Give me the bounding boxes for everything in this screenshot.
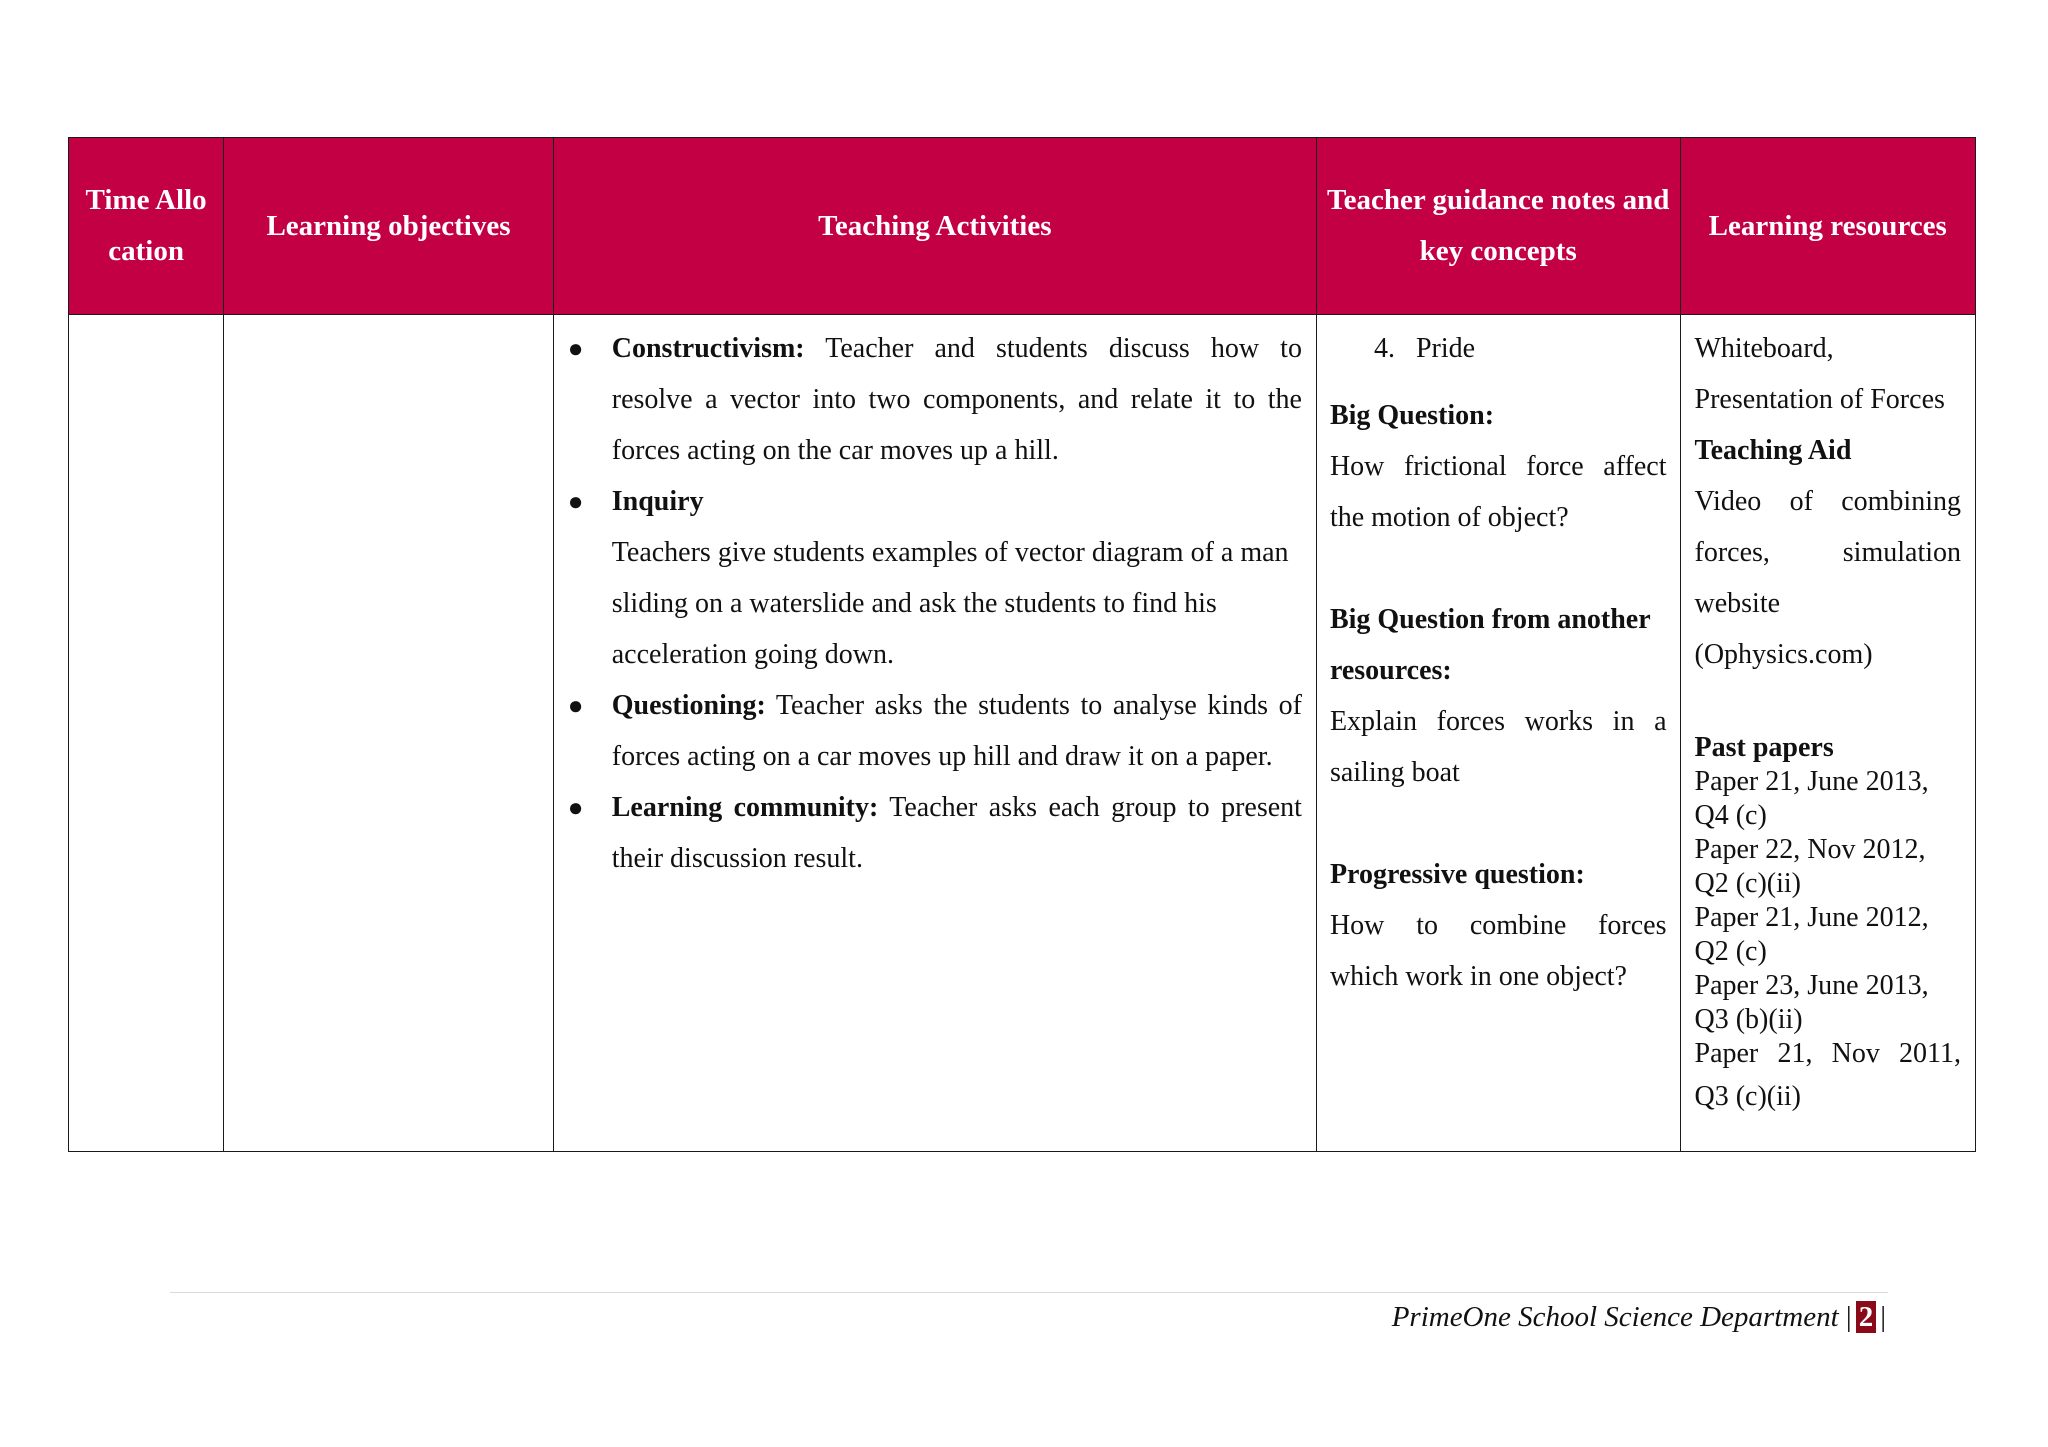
past-paper-line: Q2 (c)(ii): [1694, 868, 1802, 899]
page-footer: [1392, 1297, 1886, 1337]
footer-trailing-separator: |: [1880, 1301, 1886, 1333]
bullet-icon: ●: [567, 691, 584, 720]
list-item: [568, 323, 1302, 476]
header-teacher-guidance: Teacher guidance notes and key concepts: [1316, 138, 1680, 315]
past-paper-line: Paper 21, June 2012,: [1694, 902, 1929, 933]
footer-divider: [170, 1292, 1888, 1293]
teaching-activities-cell: [553, 315, 1316, 1152]
list-item: [568, 782, 1302, 884]
progressive-question-title: Progressive question:: [1329, 859, 1585, 890]
list-item: [568, 476, 1302, 680]
footer-separator: |: [1845, 1301, 1852, 1333]
header-time-allocation: Time Allocation: [69, 138, 224, 315]
activity-title: Constructivism:: [611, 333, 805, 364]
header-learning-objectives: Learning objectives: [224, 138, 554, 315]
teaching-aid-site: (Ophysics.com): [1694, 639, 1873, 670]
teaching-aid-title: Teaching Aid: [1694, 435, 1852, 466]
activity-text: Teacher asks each group to present their discussion result.: [611, 792, 1302, 874]
bullet-icon: ●: [567, 334, 584, 363]
past-paper-line: Q4 (c): [1694, 800, 1767, 831]
another-resources-text: Explain forces works in a sailing boat: [1329, 706, 1667, 788]
numbered-item: 4. Pride: [1373, 333, 1476, 364]
activity-title: Learning community:: [611, 792, 879, 823]
past-paper-line: Paper 21, Nov 2011,: [1694, 1038, 1961, 1069]
past-paper-line: Paper 22, Nov 2012,: [1694, 834, 1926, 865]
activities-list: [568, 323, 1302, 884]
big-question-text: How frictional force affect the motion of object?: [1329, 451, 1667, 533]
past-paper-line: Paper 23, June 2013,: [1694, 970, 1929, 1001]
past-papers-title: Past papers: [1694, 732, 1834, 763]
learning-resources-cell: [1680, 315, 1976, 1152]
content-row: [69, 315, 1976, 1152]
activity-title: Inquiry: [611, 486, 704, 517]
activity-text: Teacher asks the students to analyse kinds of forces acting on a car moves up hill and draw it on a paper.: [611, 690, 1302, 772]
page-number: 2: [1856, 1301, 1877, 1333]
past-paper-line: Q2 (c): [1694, 936, 1767, 967]
past-paper-line: Q3 (c)(ii): [1694, 1081, 1802, 1112]
past-paper-line: Paper 21, June 2013,: [1694, 766, 1929, 797]
header-row: [69, 138, 1976, 315]
teacher-guidance-cell: [1316, 315, 1680, 1152]
activity-title: Questioning:: [611, 690, 766, 721]
resource-presentation: Presentation of Forces: [1694, 384, 1945, 415]
another-resources-title: Big Question from another resources:: [1329, 604, 1651, 686]
header-teaching-activities: Teaching Activities: [553, 138, 1316, 315]
time-allocation-cell: [69, 315, 224, 1152]
footer-department: PrimeOne School Science Department: [1391, 1301, 1839, 1333]
progressive-question-text: How to combine forces which work in one object?: [1329, 910, 1667, 992]
bullet-icon: ●: [567, 793, 584, 822]
activity-text: Teacher and students discuss how to resolve a vector into two components, and relate it to the forces acting on the car moves up a hill.: [611, 333, 1302, 466]
activity-text: Teachers give students examples of vector diagram of a man sliding on a waterslide and ask the students to find his acceleration going down.: [611, 537, 1289, 670]
bullet-icon: ●: [567, 487, 584, 516]
header-learning-resources: Learning resources: [1680, 138, 1976, 315]
resource-whiteboard: Whiteboard,: [1694, 333, 1834, 364]
lesson-plan-table: [68, 137, 1976, 1152]
past-paper-line: Q3 (b)(ii): [1694, 1004, 1803, 1035]
big-question-title: Big Question:: [1329, 400, 1495, 431]
learning-objectives-cell: [224, 315, 554, 1152]
teaching-aid-text: Video of combining forces, simulation website: [1694, 486, 1961, 619]
list-item: [568, 680, 1302, 782]
